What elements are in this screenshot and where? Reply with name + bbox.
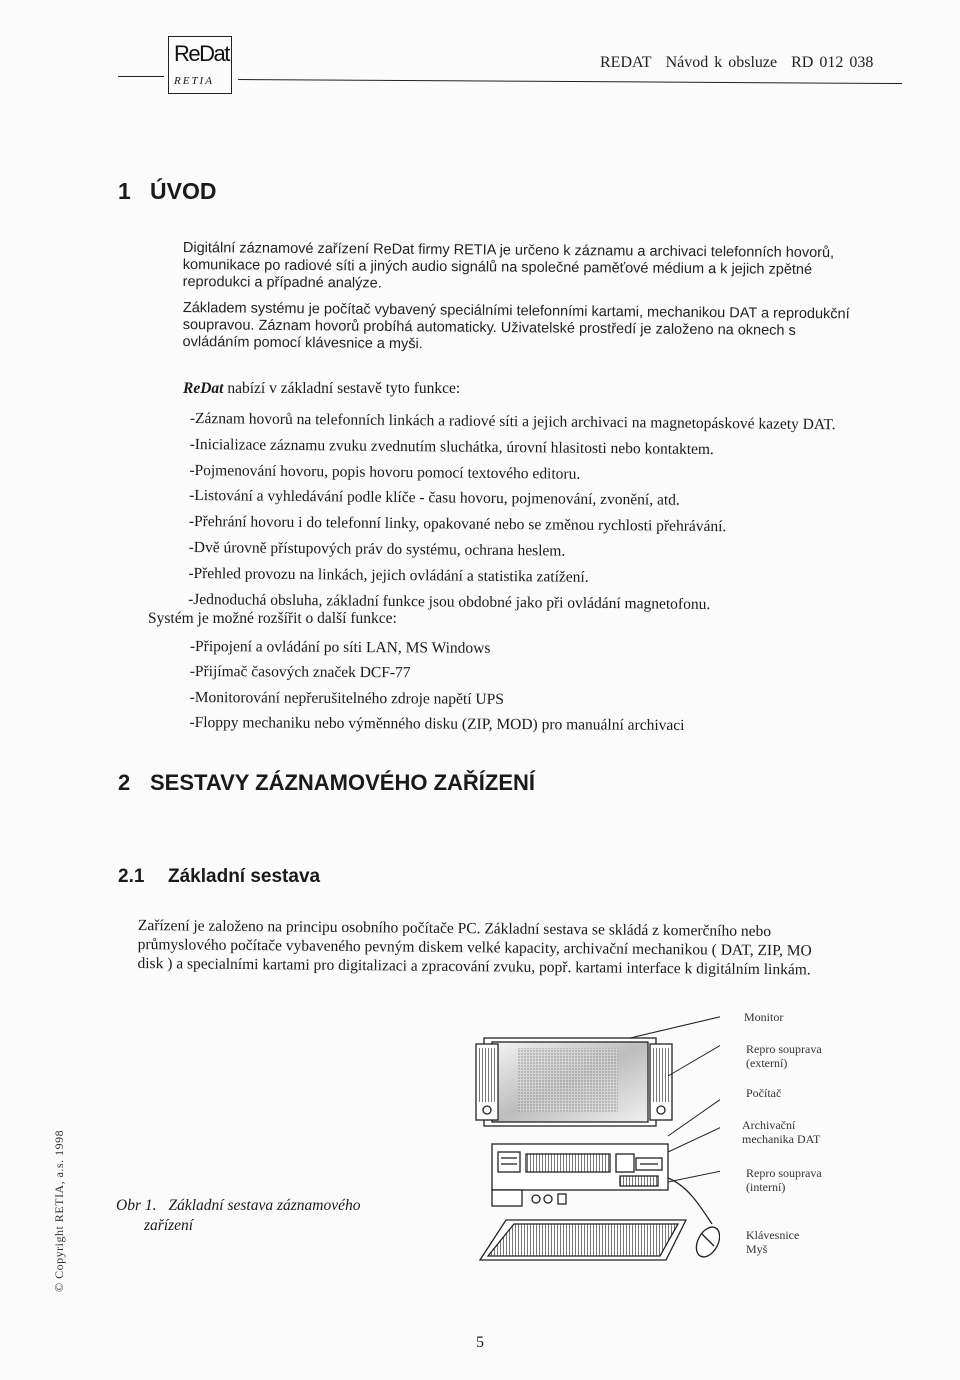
intro-paragraph-2 — [183, 300, 903, 358]
basic-setup-paragraph — [137, 916, 898, 980]
label-keyboard: Klávesnice — [746, 1228, 800, 1242]
paragraph-line: reprodukci a případné analýze. — [182, 273, 382, 292]
list-item: -Pojmenování hovoru, popis hovoru pomocí textového editoru. — [189, 461, 581, 483]
figure-caption — [116, 1196, 361, 1236]
list-item: -Listování a vyhledávání podle klíče - času hovoru, pojmenování, zvonění, atd. — [189, 487, 680, 510]
label-internal-speaker-line2: (interní) — [746, 1180, 786, 1194]
computer-case — [492, 1144, 668, 1190]
paragraph-line: Digitální záznamové zařízení ReDat firmy RETIA je určeno k záznamu a archivaci telefonních hovorů, — [182, 240, 835, 262]
list-item: -Záznam hovorů na telefonních linkách a radiové síti a jejich archivaci na magnetopáskové kazety DAT. — [189, 409, 836, 434]
section-heading-2 — [118, 770, 535, 796]
paragraph-line: Základem systému je počítač vybavený speciálními telefonními kartami, mechanikou DAT a reprodukční — [182, 300, 850, 323]
list-item: -Přehrání hovoru i do telefonní linky, opakované nebo se změnou rychlosti přehrávání. — [188, 513, 727, 536]
redat-logo — [168, 36, 232, 94]
section-title: SESTAVY ZÁZNAMOVÉHO ZAŘÍZENÍ — [150, 770, 536, 795]
list-item: -Inicializace záznamu zvuku zvednutím sluchátka, úrovní hlasitosti nebo kontaktem. — [189, 435, 714, 458]
figure-label: Obr 1. — [116, 1197, 157, 1214]
keyboard-shape — [480, 1220, 686, 1260]
figure-caption-line1: Základní sestava záznamového — [168, 1197, 361, 1214]
list-item: -Floppy mechaniku nebo výměnného disku (ZIP, MOD) pro manuální archivaci — [189, 713, 685, 734]
header-rule-right — [238, 79, 902, 84]
list-item: -Jednoduchá obsluha, základní funkce jsou obdobné jako při ovládání magnetofonu. — [188, 590, 711, 613]
label-dat-drive — [742, 1118, 820, 1146]
subsection-heading-2-1 — [118, 866, 320, 888]
label-external-speaker-line1: Repro souprava — [746, 1042, 822, 1056]
internal-speaker — [492, 1190, 566, 1206]
header-doc-type: Návod k obsluze — [665, 54, 778, 71]
external-speaker-left — [476, 1044, 498, 1120]
label-monitor: Monitor — [744, 1010, 784, 1024]
functions-list — [188, 406, 910, 619]
brand-name: ReDat — [183, 380, 224, 397]
label-external-speaker — [746, 1042, 822, 1070]
running-header — [600, 54, 873, 72]
copyright-notice: © Copyright RETIA, a.s. 1998 — [52, 1129, 66, 1292]
section-heading-1 — [118, 178, 216, 205]
header-doc-number: RD 012 038 — [791, 54, 874, 71]
list-item: -Přehled provozu na linkách, jejich ovládání a statistika zatížení. — [188, 564, 589, 586]
paragraph-line: Zařízení je založeno na principu osobního počítače PC. Základní sestava se skládá z komerčního nebo — [137, 916, 772, 941]
section-number: 2 — [118, 770, 131, 795]
subsection-title: Základní sestava — [168, 866, 321, 887]
paragraph-line: ovládáním pomocí klávesnice a myši. — [182, 333, 423, 353]
figure-caption-line2: zařízení — [144, 1217, 194, 1234]
page-number: 5 — [476, 1334, 484, 1351]
extensions-intro: Systém je možné rozšířit o další funkce: — [148, 610, 397, 627]
label-dat-line2: mechanika DAT — [742, 1132, 821, 1146]
section-title: ÚVOD — [150, 178, 217, 204]
paragraph-line: komunikace po radiové síti a jiných audio signálů na společné paměťové médium a k jejich zpětné — [182, 256, 813, 278]
label-internal-speaker-line1: Repro souprava — [746, 1166, 822, 1180]
monitor-shape — [484, 1038, 656, 1126]
label-external-speaker-line2: (externí) — [746, 1056, 788, 1070]
logo-main-text: ReDat — [174, 41, 229, 66]
functions-intro-text: nabízí v základní sestavě tyto funkce: — [223, 380, 461, 397]
paragraph-line: soupravou. Záznam hovorů probíhá automaticky. Uživatelské prostředí je založeno na oknech s — [182, 316, 796, 339]
label-internal-speaker — [746, 1166, 822, 1194]
label-mouse: Myš — [746, 1242, 768, 1256]
external-speaker-right — [650, 1044, 672, 1120]
section-number: 1 — [118, 178, 131, 204]
logo-sub-text: RETIA — [174, 75, 214, 87]
subsection-number: 2.1 — [118, 866, 145, 887]
label-keyboard-mouse — [746, 1228, 799, 1256]
intro-paragraph-1 — [183, 240, 903, 297]
extensions-list — [189, 634, 685, 738]
functions-intro — [183, 380, 460, 398]
label-dat-line1: Archivační — [742, 1118, 796, 1132]
header-rule-left — [118, 76, 164, 77]
paragraph-line: disk ) a specialními kartami pro digitalizaci a zpracování zvuku, popř. kartami interface k digitálním linkám. — [137, 954, 811, 979]
list-item: -Připojení a ovládání po síti LAN, MS Windows — [189, 637, 491, 657]
list-item: -Dvě úrovně přístupových práv do systému, ochrana heslem. — [188, 538, 566, 560]
list-item: -Přijímač časových značek DCF-77 — [189, 663, 411, 682]
label-computer: Počítač — [746, 1086, 782, 1100]
list-item: -Monitorování nepřerušitelného zdroje napětí UPS — [189, 688, 504, 708]
system-diagram — [470, 1008, 720, 1270]
paragraph-line: průmyslového počítače vybaveného pevným diskem velké kapacity, archivační mechanikou ( DAT, ZIP, MO — [137, 935, 812, 960]
header-product: REDAT — [600, 54, 652, 71]
